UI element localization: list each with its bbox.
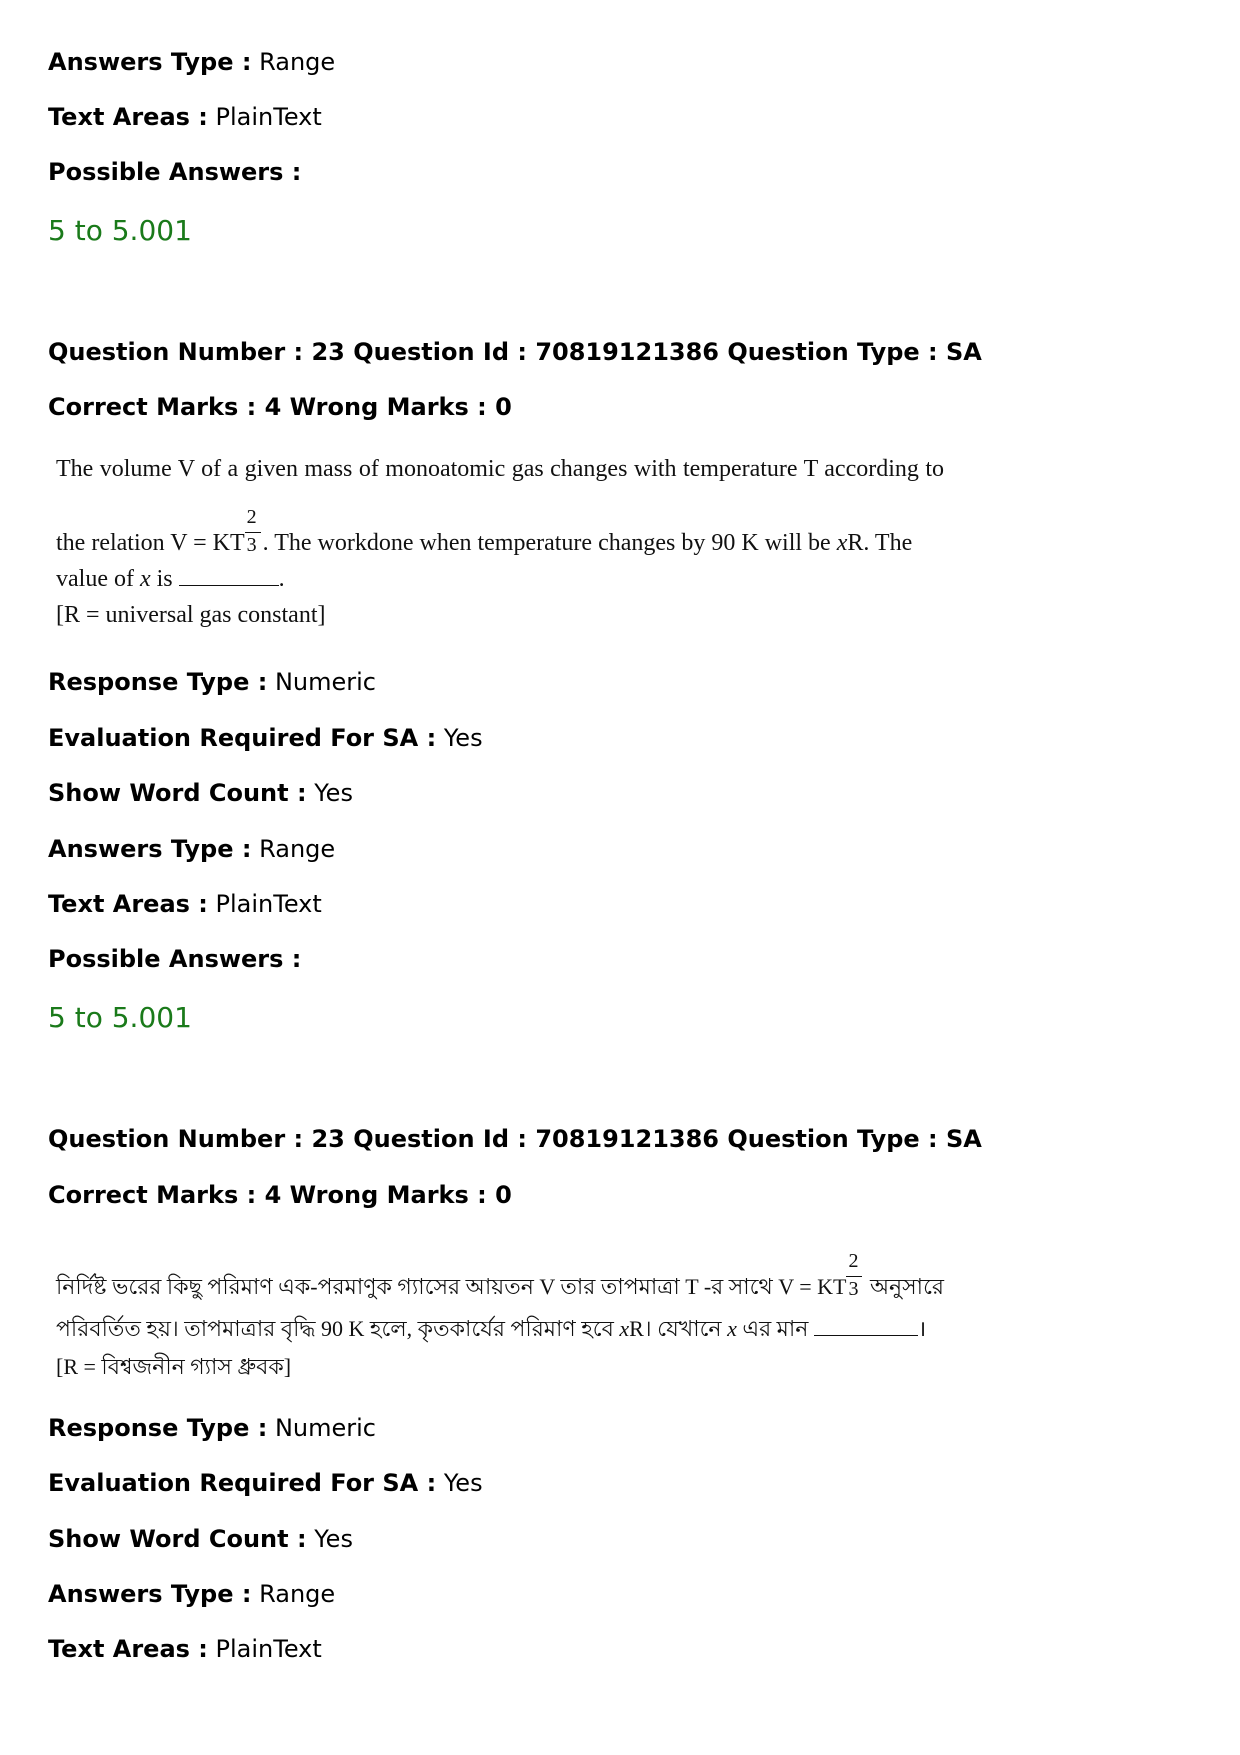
answers-type-value: Range [259, 48, 336, 76]
answers-type-row [48, 1579, 335, 1609]
question-text-line [56, 506, 944, 557]
variable-x: x [836, 530, 848, 556]
question-text-fragment: . The workdone when temperature changes by 90 K will be [262, 530, 831, 556]
variable-x: x [139, 566, 151, 592]
possible-answers-label: Possible Answers : [48, 945, 302, 973]
answers-type-value: Range [259, 1580, 336, 1608]
question-text-line: [R = universal gas constant] [56, 602, 326, 628]
variable-x: x [727, 1316, 737, 1341]
question-marks: Correct Marks : 4 Wrong Marks : 0 [48, 393, 512, 421]
possible-answer: 5 to 5.001 [48, 1001, 192, 1034]
question-text-fragment: অনুসারে [869, 1274, 945, 1299]
question-text-image-english [48, 448, 948, 640]
response-type-label: Response Type : [48, 668, 268, 696]
evaluation-required-label: Evaluation Required For SA : [48, 1469, 437, 1497]
question-text-fragment: value of [56, 566, 134, 592]
text-areas-row [48, 102, 322, 132]
fraction-denominator: 3 [848, 1278, 859, 1300]
possible-answers-row [48, 157, 301, 187]
question-text-fragment: the relation V = KT [56, 530, 245, 556]
show-word-count-row [48, 1524, 353, 1554]
response-type-row [48, 1413, 376, 1443]
question-text-line: [R = বিশ্বজনীন গ্যাস ধ্রুবক] [56, 1354, 292, 1379]
question-text-fragment: এর মান [742, 1316, 809, 1341]
question-header: Question Number : 23 Question Id : 70819121386 Question Type : SA [48, 338, 982, 366]
fraction-numerator: 2 [246, 506, 257, 528]
question-text-fragment: is [156, 566, 173, 592]
response-type-value: Numeric [274, 668, 376, 696]
question-text-line: The volume V of a given mass of monoatomic gas changes with temperature T according to [56, 456, 944, 482]
text-areas-value: PlainText [215, 890, 322, 918]
question-text-line [56, 1312, 926, 1349]
answers-type-label: Answers Type : [48, 1580, 252, 1608]
text-areas-value: PlainText [215, 103, 322, 131]
question-text-line [56, 566, 285, 593]
answer-blank [179, 571, 279, 586]
text-areas-label: Text Areas : [48, 1635, 208, 1663]
text-areas-value: PlainText [215, 1635, 322, 1663]
possible-answer: 5 to 5.001 [48, 214, 192, 247]
evaluation-required-row [48, 723, 483, 753]
answers-type-row [48, 47, 335, 77]
answer-blank [814, 1321, 918, 1336]
question-text-fragment: . [278, 566, 285, 592]
text-areas-row [48, 889, 322, 919]
answers-type-label: Answers Type : [48, 48, 252, 76]
show-word-count-label: Show Word Count : [48, 1525, 307, 1553]
fraction-bar [846, 1276, 862, 1277]
fraction-numerator: 2 [848, 1250, 859, 1272]
show-word-count-value: Yes [314, 779, 353, 807]
answers-type-label: Answers Type : [48, 835, 252, 863]
text-areas-row [48, 1634, 322, 1664]
question-header: Question Number : 23 Question Id : 70819121386 Question Type : SA [48, 1125, 982, 1153]
response-type-value: Numeric [274, 1414, 376, 1442]
text-areas-label: Text Areas : [48, 890, 208, 918]
show-word-count-label: Show Word Count : [48, 779, 307, 807]
answers-type-value: Range [259, 835, 336, 863]
question-text-fragment: R. The [847, 530, 913, 556]
evaluation-required-value: Yes [443, 1469, 483, 1497]
evaluation-required-label: Evaluation Required For SA : [48, 724, 437, 752]
possible-answers-label: Possible Answers : [48, 158, 302, 186]
question-text-line [56, 1250, 945, 1307]
response-type-label: Response Type : [48, 1414, 268, 1442]
fraction-denominator: 3 [246, 534, 257, 556]
possible-answers-row [48, 944, 301, 974]
variable-x: x [619, 1316, 630, 1341]
question-text-fragment: । [917, 1316, 927, 1341]
evaluation-required-row [48, 1468, 483, 1498]
question-text-fragment: নির্দিষ্ট ভরের কিছু পরিমাণ এক-পরমাণুক গ্যাসের আয়তন V তার তাপমাত্রা T -র সাথে V = KT [56, 1274, 847, 1299]
question-text-image-bengali [48, 1228, 948, 1388]
question-marks: Correct Marks : 4 Wrong Marks : 0 [48, 1181, 512, 1209]
fraction-bar [245, 532, 261, 533]
question-text-fragment: পরিবর্তিত হয়। তাপমাত্রার বৃদ্ধি 90 K হলে, কৃতকার্যের পরিমাণ হবে [56, 1316, 614, 1341]
evaluation-required-value: Yes [443, 724, 483, 752]
question-text-fragment: R। যেখানে [629, 1316, 722, 1341]
show-word-count-value: Yes [314, 1525, 353, 1553]
show-word-count-row [48, 778, 353, 808]
answers-type-row [48, 834, 335, 864]
text-areas-label: Text Areas : [48, 103, 208, 131]
response-type-row [48, 667, 376, 697]
